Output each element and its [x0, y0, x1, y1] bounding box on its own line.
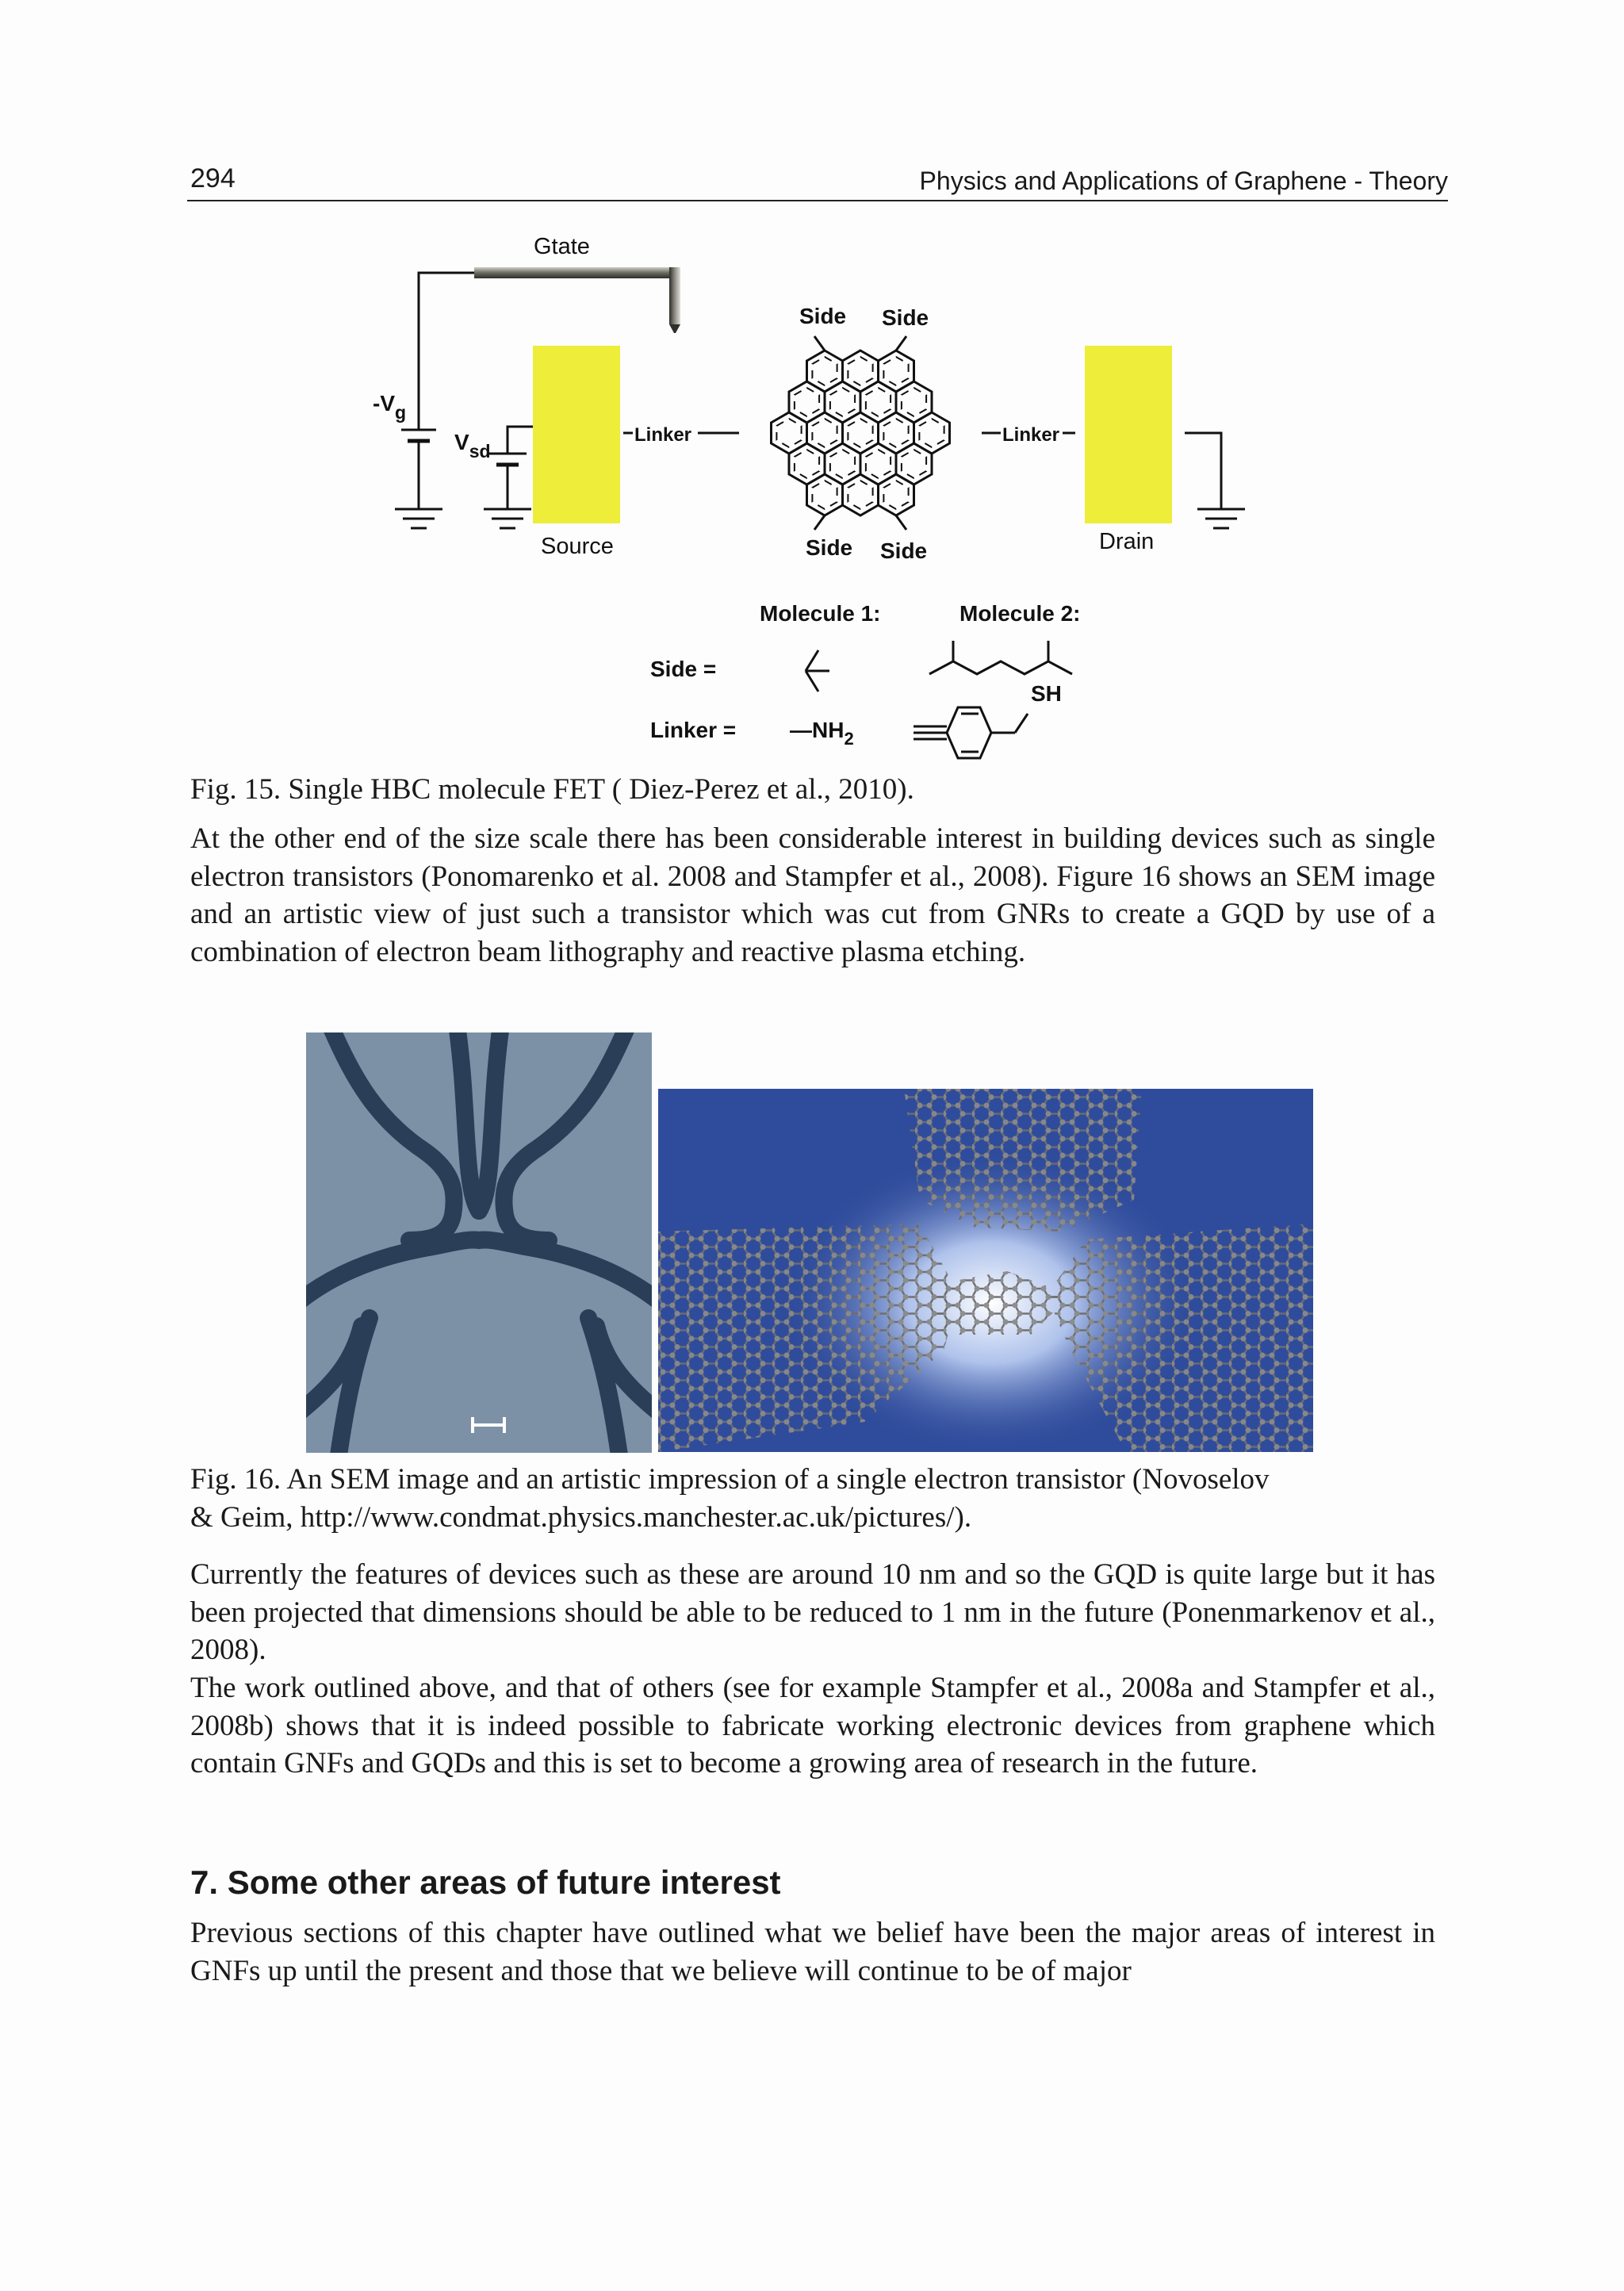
gate-voltage-circuit — [395, 273, 474, 528]
vg-label: $-V_g$ — [373, 391, 407, 423]
figure-16-artistic-impression — [658, 1089, 1313, 1452]
molecule2-label: Molecule 2: — [959, 601, 1081, 626]
linker-right-label: Linker — [1002, 424, 1060, 446]
side-label-bottom-left: Side — [806, 535, 853, 560]
artistic-impression-svg — [658, 1089, 1313, 1452]
page-number: 294 — [190, 163, 236, 193]
molecule1-side-structure — [806, 650, 829, 692]
drain-ground — [1185, 433, 1245, 528]
gate-label: Gtate — [534, 234, 590, 259]
side-label-top-left: Side — [799, 304, 847, 328]
gate-electrode — [474, 267, 680, 333]
molecule1-label: Molecule 1: — [760, 601, 881, 626]
linker-equals-label: Linker = — [650, 718, 737, 742]
source-drain-voltage-circuit — [484, 427, 533, 528]
paragraph-4: Previous sections of this chapter have outlined what we belief have been the major areas of interest in GNFs up until the present and those that we believe will continue to be of major — [190, 1917, 1435, 1987]
figure-16-caption-line-1: Fig. 16. An SEM image and an artistic impression of a single electron transistor (Novoselov — [190, 1463, 1270, 1496]
source-electrode — [533, 346, 620, 523]
figure-16-caption-line-2: & Geim, http://www.condmat.physics.manchester.ac.uk/pictures/). — [190, 1501, 972, 1534]
source-label: Source — [541, 534, 614, 559]
drain-electrode — [1085, 346, 1172, 523]
running-title: Physics and Applications of Graphene - Theory — [919, 167, 1448, 195]
section-heading: 7. Some other areas of future interest — [190, 1864, 781, 1901]
molecule2-linker-structure — [914, 707, 1028, 758]
figure-15-caption: Fig. 15. Single HBC molecule FET ( Diez-Perez et al., 2010). — [190, 773, 914, 806]
molecule1-linker-nh2: $—NH_2$ — [790, 718, 854, 749]
side-label-top-right: Side — [882, 305, 929, 330]
linker-left-label: Linker — [634, 424, 692, 446]
side-label-bottom-right: Side — [880, 538, 928, 563]
drain-label: Drain — [1099, 529, 1155, 554]
vsd-label: $V_{sd}$ — [454, 430, 491, 462]
paragraph-2: Currently the features of devices such as these are around 10 nm and so the GQD is quite large but it has been projected that dimensions should be able to be reduced to 1 nm in the future (Ponenmarkenov et al., 2008). — [190, 1558, 1435, 1667]
figure-16-sem-image — [306, 1032, 652, 1453]
paragraph-3: The work outlined above, and that of others (see for example Stampfer et al., 2008a and Stampfer et al., 2008b) shows that it is indeed possible to fabricate working electronic devices from graphene which contain GNFs and GQDs and this is set to become a growing area of research in the future. — [190, 1672, 1435, 1780]
paragraph-1: At the other end of the size scale there has been considerable interest in building devices such as single electron transistors (Ponomarenko et al. 2008 and Stampfer et al., 2008). Figure 16 shows an SEM image and an artistic view of just such a transistor which was cut from GNRs to create a GQD by use of a combination of electron beam lithography and reactive plasma etching. — [190, 822, 1435, 968]
molecule2-sh-label: SH — [1031, 681, 1062, 706]
side-equals-label: Side = — [650, 657, 717, 681]
header-rule — [187, 200, 1448, 201]
fet-schematic-svg — [357, 222, 1308, 761]
molecule2-side-structure — [929, 641, 1072, 674]
sem-image-svg — [306, 1032, 652, 1453]
hbc-molecule — [772, 336, 950, 530]
figure-15-fet-schematic — [357, 222, 1308, 761]
